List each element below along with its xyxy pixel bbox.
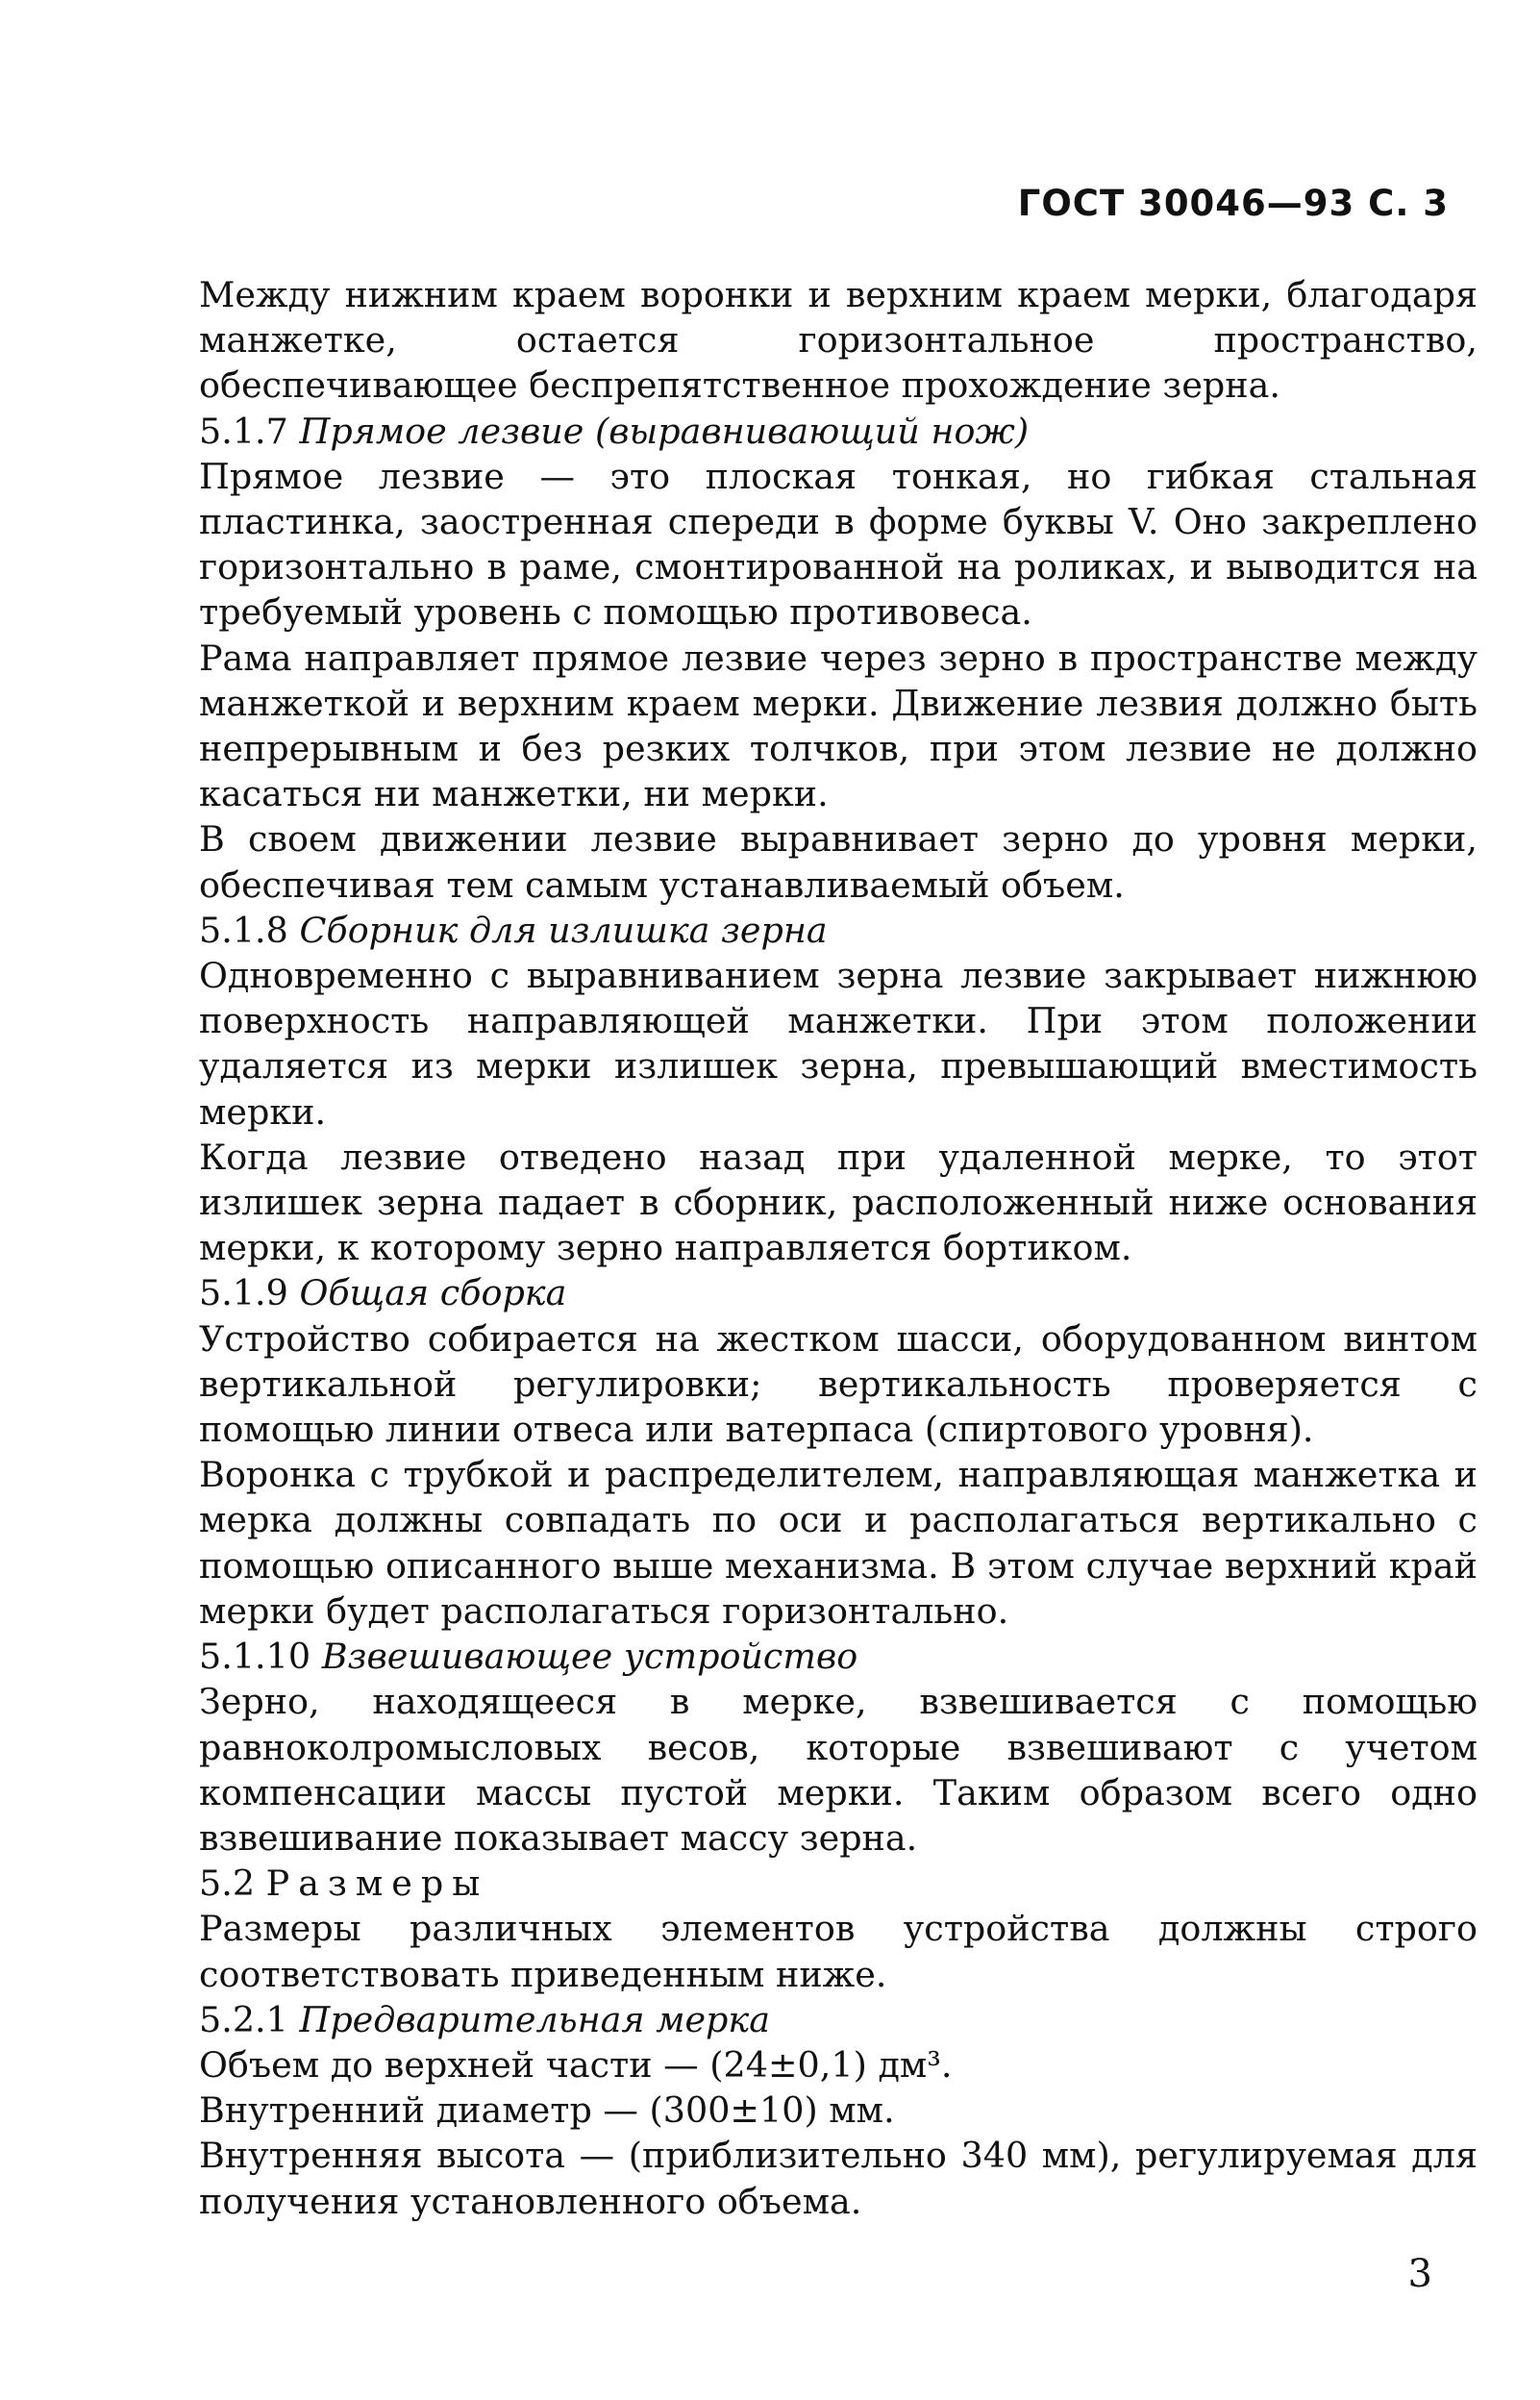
section-title: Прямое лезвие (выравнивающий нож) <box>299 410 1030 452</box>
paragraph-excess-removal: Одновременно с выравниванием зерна лезвие закрывает нижнюю поверхность направляющей манжетки. При этом положении удаляется из мерки излишек зерна, превышающий вместимость мерки. <box>199 955 1478 1133</box>
paragraph-chassis-assembly: Устройство собирается на жестком шасси, оборудованном винтом вертикальной регулировки; вертикальность проверяется с помощью линии отвеса или ватерпаса (спиртового уровня). <box>199 1317 1478 1451</box>
section-number: 5.1.7 <box>199 410 288 452</box>
paragraph-axis-alignment: Воронка с трубкой и распределителем, направляющая манжетка и мерка должны совпадать по оси и располагаться вертикально с помощью описанного выше механизма. В этом случае верхний край мерки будет располагаться горизонтально. <box>199 1454 1478 1632</box>
section-heading-5-2 <box>199 1861 1478 1906</box>
document-body <box>199 272 1478 2224</box>
section-number: 5.1.9 <box>199 1272 288 1314</box>
paragraph-inner-height: Внутренняя высота — (приблизительно 340 мм), регулируемая для получения установленного объема. <box>199 2135 1478 2222</box>
paragraph-weighing: Зерно, находящееся в мерке, взвешивается с помощью равноколромысловых весов, которые взвешивают с учетом компенсации массы пустой мерки. Таким образом всего одно взвешивание показывает массу зерна. <box>199 1681 1478 1859</box>
section-heading-5-1-7 <box>199 409 1478 454</box>
paragraph-funnel-gap: Между нижним краем воронки и верхним краем мерки, благодаря манжетке, остается горизонтальное пространство, обеспечивающее беспрепятственное прохождение зерна. <box>199 274 1478 407</box>
section-title: Общая сборка <box>299 1272 567 1314</box>
paragraph-excess-collector: Когда лезвие отведено назад при удаленной мерке, то этот излишек зерна падает в сборник, расположенный ниже основания мерки, к которому зерно направляется бортиком. <box>199 1136 1478 1269</box>
section-title: Взвешивающее устройство <box>321 1636 858 1678</box>
section-number: 5.1.10 <box>199 1636 311 1678</box>
section-heading-5-2-1 <box>199 1997 1478 2042</box>
section-number: 5.2.1 <box>199 1998 288 2040</box>
paragraph-blade-levels-grain: В своем движении лезвие выравнивает зерно до уровня мерки, обеспечивая тем самым устанавливаемый объем. <box>199 818 1478 906</box>
paragraph-volume: Объем до верхней части — (24±0,1) дм³. <box>199 2043 953 2086</box>
paragraph-dimensions-intro: Размеры различных элементов устройства должны строго соответствовать приведенным ниже. <box>199 1908 1478 1995</box>
section-number: 5.1.8 <box>199 909 288 951</box>
page-number: 3 <box>1407 2252 1432 2296</box>
section-title: Предварительная мерка <box>299 1998 770 2040</box>
paragraph-inner-diameter: Внутренний диаметр — (300±10) мм. <box>199 2089 895 2132</box>
section-title: Сборник для излишка зерна <box>299 909 828 951</box>
section-title: Размеры <box>265 1862 489 1905</box>
standard-header: ГОСТ 30046—93 С. 3 <box>1017 183 1449 224</box>
paragraph-blade-description: Прямое лезвие — это плоская тонкая, но гибкая стальная пластинка, заостренная спереди в форме буквы V. Оно закреплено горизонтально в раме, смонтированной на роликах, и выводится на требуемый уровень с помощью противовеса. <box>199 455 1478 634</box>
section-heading-5-1-8 <box>199 908 1478 953</box>
section-heading-5-1-9 <box>199 1270 1478 1315</box>
paragraph-frame-guides-blade: Рама направляет прямое лезвие через зерно в пространстве между манжеткой и верхним краем мерки. Движение лезвия должно быть непрерывным и без резких толчков, при этом лезвие не должно касаться ни манжетки, ни мерки. <box>199 637 1478 815</box>
section-number: 5.2 <box>199 1862 256 1905</box>
section-heading-5-1-10 <box>199 1634 1478 1679</box>
